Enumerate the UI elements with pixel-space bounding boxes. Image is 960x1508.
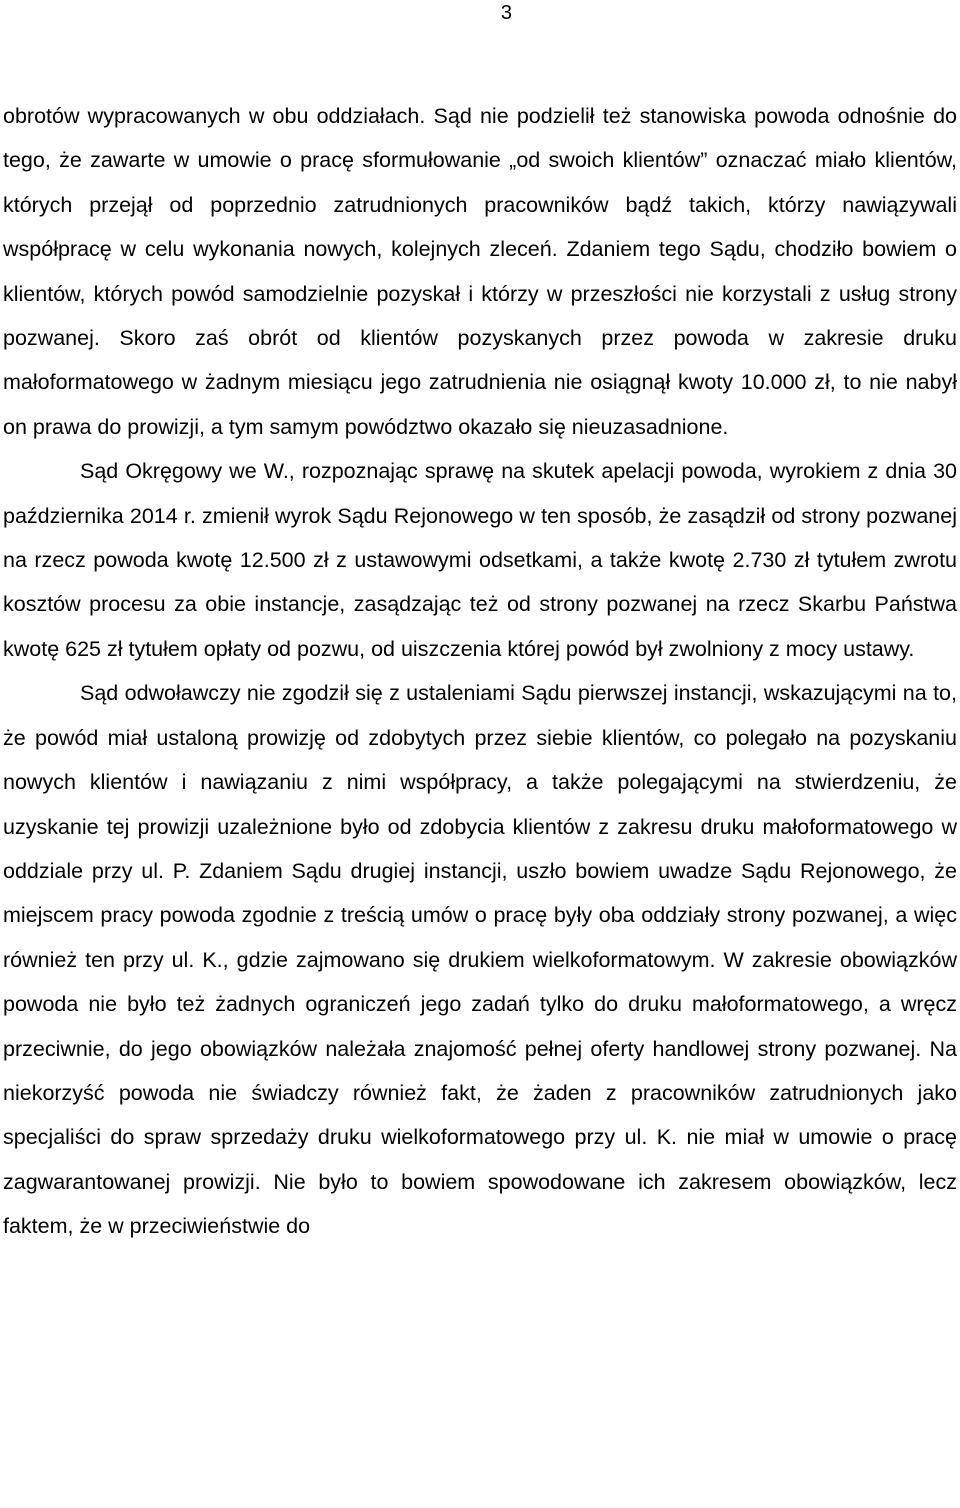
- page-number: 3: [500, 2, 512, 24]
- document-body: [3, 94, 957, 1249]
- paragraph-2: Sąd Okręgowy we W., rozpoznając sprawę na skutek apelacji powoda, wyrokiem z dnia 30 października 2014 r. zmienił wyrok Sądu Rejonowego w ten sposób, że zasądził od strony pozwanej na rzecz powoda kwotę 12.500 zł z ustawowymi odsetkami, a także kwotę 2.730 zł tytułem zwrotu kosztów procesu za obie instancje, zasądzając też od strony pozwanej na rzecz Skarbu Państwa kwotę 625 zł tytułem opłaty od pozwu, od uiszczenia której powód był zwolniony z mocy ustawy.: [3, 459, 957, 661]
- paragraph-1: obrotów wypracowanych w obu oddziałach. Sąd nie podzielił też stanowiska powoda odnośnie do tego, że zawarte w umowie o pracę sformułowanie „od swoich klientów” oznaczać miało klientów, których przejął od poprzednio zatrudnionych pracowników bądź takich, którzy nawiązywali współpracę w celu wykonania nowych, kolejnych zleceń. Zdaniem tego Sądu, chodziło bowiem o klientów, których powód samodzielnie pozyskał i którzy w przeszłości nie korzystali z usług strony pozwanej. Skoro zaś obrót od klientów pozyskanych przez powoda w zakresie druku małoformatowego w żadnym miesiącu jego zatrudnienia nie osiągnął kwoty 10.000 zł, to nie nabył on prawa do prowizji, a tym samym powództwo okazało się nieuzasadnione.: [3, 104, 957, 439]
- paragraph-3: Sąd odwoławczy nie zgodził się z ustaleniami Sądu pierwszej instancji, wskazującymi na to, że powód miał ustaloną prowizję od zdobytych przez siebie klientów, co polegało na pozyskaniu nowych klientów i nawiązaniu z nimi współpracy, a także polegającymi na stwierdzeniu, że uzyskanie tej prowizji uzależnione było od zdobycia klientów z zakresu druku małoformatowego w oddziale przy ul. P. Zdaniem Sądu drugiej instancji, uszło bowiem uwadze Sądu Rejonowego, że miejscem pracy powoda zgodnie z treścią umów o pracę były oba oddziały strony pozwanej, a więc również ten przy ul. K., gdzie zajmowano się drukiem wielkoformatowym. W zakresie obowiązków powoda nie było też żadnych ograniczeń jego zadań tylko do druku małoformatowego, a wręcz przeciwnie, do jego obowiązków należała znajomość pełnej oferty handlowej strony pozwanej. Na niekorzyść powoda nie świadczy również fakt, że żaden z pracowników zatrudnionych jako specjaliści do spraw sprzedaży druku wielkoformatowego przy ul. K. nie miał w umowie o pracę zagwarantowanej prowizji. Nie było to bowiem spowodowane ich zakresem obowiązków, lecz faktem, że w przeciwieństwie do: [3, 681, 957, 1239]
